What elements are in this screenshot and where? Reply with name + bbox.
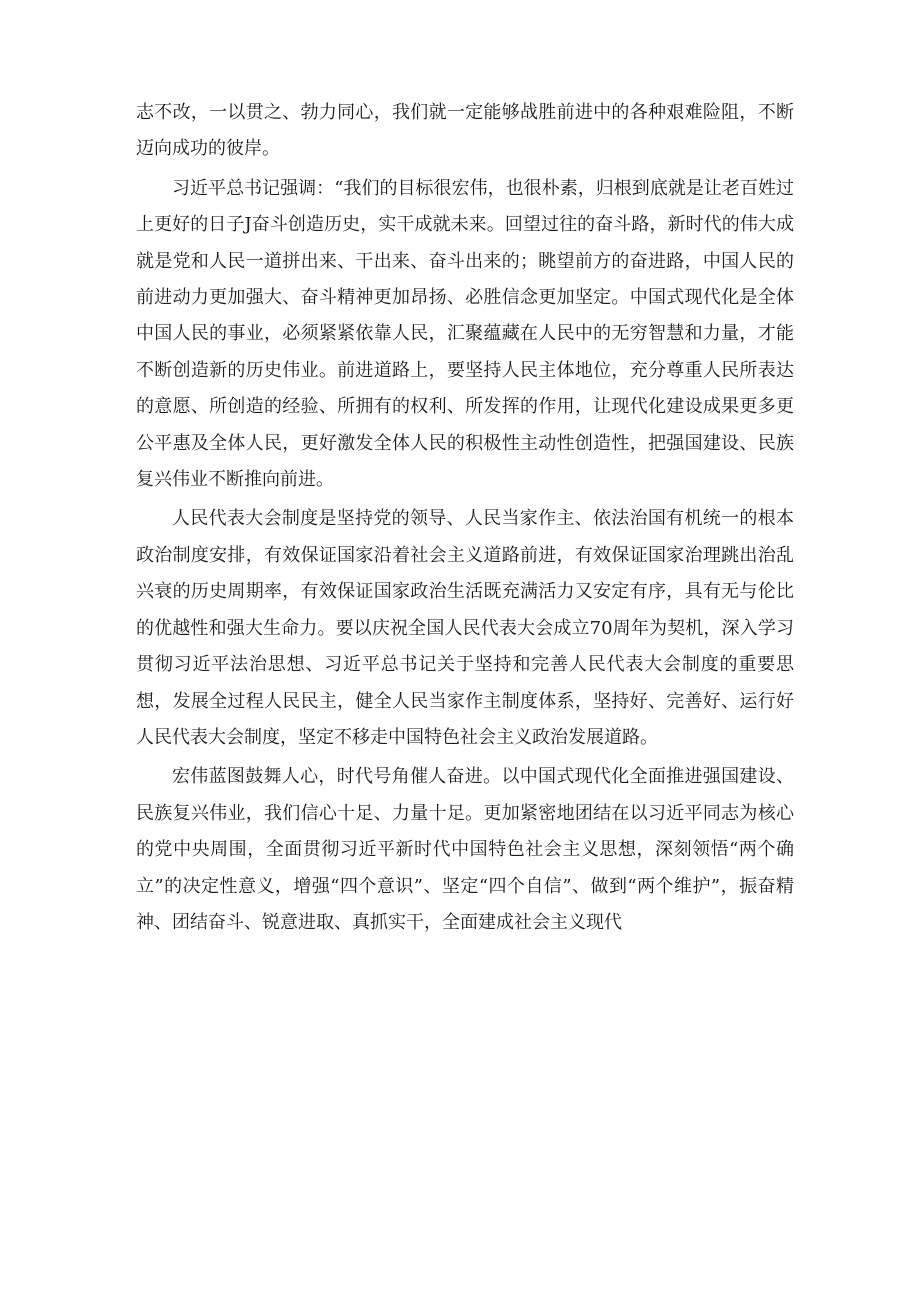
paragraph-quote: 习近平总书记强调：“我们的目标很宏伟，也很朴素，归根到底就是让老百姓过上更好的日子J奋斗创造历史，实干成就未来。回望过往的奋斗路，新时代的伟大成就是党和人民一道拼出来、干出来、奋斗出来的；眺望前方的奋进路，中国人民的前进动力更加强大、奋斗精神更加昂扬、必胜信念更加坚定。中国式现代化是全体中国人民的事业，必须紧紧依靠人民，汇聚蕴藏在人民中的无穷智慧和力量，才能不断创造新的历史伟业。前进道路上，要坚持人民主体地位，充分尊重人民所表达的意愿、所创造的经验、所拥有的权利、所发挥的作用，让现代化建设成果更多更公平惠及全体人民，更好激发全体人民的积极性主动性创造性，把强国建设、民族复兴伟业不断推向前进。 (136, 177, 794, 491)
document-page (136, 95, 794, 941)
paragraph-people-congress: 人民代表大会制度是坚持党的领导、人民当家作主、依法治国有机统一的根本政治制度安排，有效保证国家沿着社会主义道路前进，有效保证国家治理跳出治乱兴衰的历史周期率，有效保证国家政治生活既充满活力又安定有序，具有无与伦比的优越性和强大生命力。要以庆祝全国人民代表大会成立70周年为契机，深入学习贯彻习近平法治思想、习近平总书记关于坚持和完善人民代表大会制度的重要思想，发展全过程人民民主，健全人民当家作主制度体系，坚持好、完善好、运行好人民代表大会制度，坚定不移走中国特色社会主义政治发展道路。 (136, 508, 794, 748)
paragraph-continued: 志不改，一以贯之、勃力同心，我们就一定能够战胜前进中的各种艰难险阻，不断迈向成功的彼岸。 (136, 102, 794, 160)
paragraph-blueprint: 宏伟蓝图鼓舞人心，时代号角催人奋进。以中国式现代化全面推进强国建设、民族复兴伟业，我们信心十足、力量十足。更加紧密地团结在以习近平同志为核心的党中央周围，全面贯彻习近平新时代中国特色社会主义思想，深刻领悟“两个确立”的决定性意义，增强“四个意识”、坚定“四个自信”、做到“两个维护”，振奋精神、团结奋斗、锐意进取、真抓实干，全面建成社会主义现代 (136, 766, 794, 933)
